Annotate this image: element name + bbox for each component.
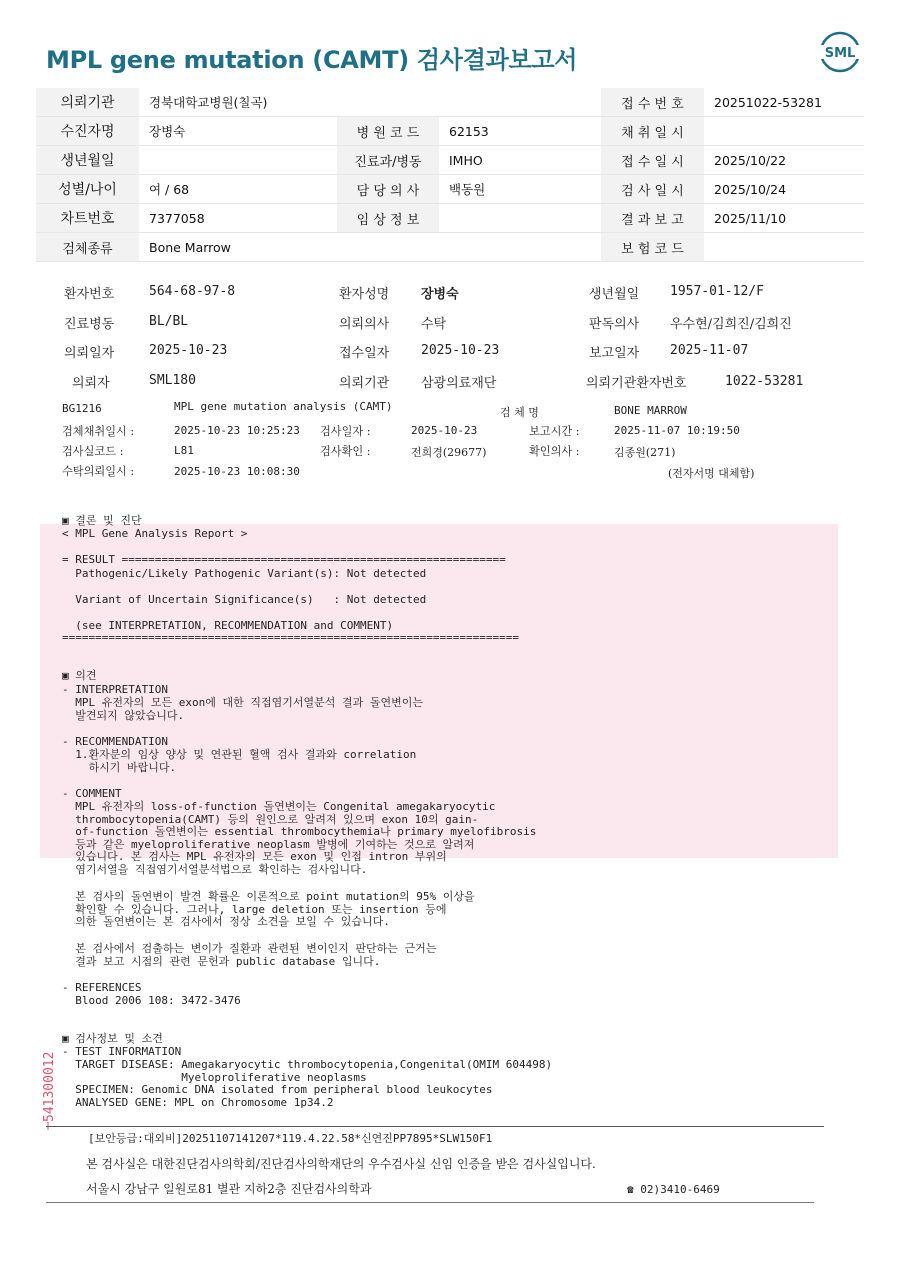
page-title: MPL gene mutation (CAMT) 검사결과보고서	[46, 46, 578, 74]
patient-label: 수진자명	[36, 117, 139, 146]
sex-age-label: 성별/나이	[36, 175, 139, 204]
scan-req-doctor-label: 의뢰의사	[339, 317, 390, 332]
scan-labcode: L81	[174, 444, 194, 457]
scan-testday: 2025-10-23	[411, 424, 478, 437]
side-number-text: 541300012	[42, 1051, 57, 1122]
scan-req-doctor: 수탁	[421, 317, 447, 332]
collection-date-value	[704, 117, 864, 146]
report-subtitle: < MPL Gene Analysis Report >	[62, 527, 248, 540]
scan-confirm-label: 검사확인 :	[320, 445, 371, 458]
scan-confirmdoc-label: 확인의사 :	[529, 445, 580, 458]
receipt-no-label: 접 수 번 호	[601, 88, 704, 117]
header-info-table	[36, 88, 864, 262]
scan-dob-label: 생년월일	[589, 287, 640, 302]
report-date-value: 2025/11/10	[704, 204, 864, 233]
references-body: Blood 2006 108: 3472-3476	[62, 994, 241, 1007]
scan-ward: BL/BL	[149, 314, 189, 329]
scan-rec-date-label: 접수일자	[339, 346, 390, 361]
doctor-value: 백동원	[439, 175, 601, 204]
scan-collect-label: 검체채취일시 :	[62, 425, 135, 438]
pathogenic-result: Pathogenic/Likely Pathogenic Variant(s): Not detected	[62, 567, 427, 580]
scan-test-name: MPL gene mutation analysis (CAMT)	[174, 400, 393, 413]
dept-label: 진료과/병동	[337, 146, 439, 175]
scan-org-patient-no-label: 의뢰기관환자번호	[586, 376, 687, 391]
scan-reporttime-label: 보고시간 :	[529, 425, 580, 438]
scan-req-org: 삼광의료재단	[421, 376, 497, 391]
scan-requester-label: 의뢰자	[72, 376, 110, 391]
see-note: (see INTERPRETATION, RECOMMENDATION and COMMENT)	[62, 619, 394, 632]
scan-specimen: BONE MARROW	[614, 404, 687, 417]
testinfo-heading: ▣ 검사정보 및 소견	[62, 1032, 163, 1045]
footer-line-bottom	[46, 1202, 814, 1203]
scan-confirmdoc: 김종원(271)	[614, 446, 676, 459]
footer-phone: ☎ 02)3410-6469	[627, 1183, 720, 1196]
scan-patient-name: 장병숙	[421, 287, 459, 302]
scan-reading-doctor-label: 판독의사	[589, 317, 640, 332]
scan-consign-label: 수탁의뢰일시 :	[62, 465, 135, 478]
testinfo-head: - TEST INFORMATION	[62, 1045, 182, 1058]
comment-body: MPL 유전자의 loss-of-function 돌연변이는 Congenital amegakaryocytic thrombocytopenia(CAMT) 등의 원인으로 알려져 있으며 exon 10의 gain- of-function 돌연변이는 essential thrombocythemia나 primary myelofibrosis 등과 같은 myeloproliferative neoplasm 발병에 기여하는 것으로 알려져 있습니다. 본 검사는 MPL 유전자의 모든 exon 및 인접 intron 부위의 염기서열을 직접염기서열분석법으로 확인하는 검사입니다.	[75, 800, 537, 876]
clinical-label: 임 상 정 보	[337, 204, 439, 233]
hospital-code-label: 병 원 코 드	[337, 117, 439, 146]
references-head: - REFERENCES	[62, 981, 142, 994]
scan-ward-label: 진료병동	[64, 317, 115, 332]
chart-label: 차트번호	[36, 204, 139, 233]
vus-result: Variant of Uncertain Significance(s) : Not detected	[62, 593, 427, 606]
opinion-heading: ▣ 의견	[62, 669, 97, 682]
sml-logo-text: SML	[824, 46, 856, 61]
specimen-label: 검체종류	[36, 233, 139, 262]
clinical-value	[439, 204, 601, 233]
received-date-value: 2025/10/22	[704, 146, 864, 175]
scan-consign: 2025-10-23 10:08:30	[174, 465, 300, 478]
received-date-label: 접 수 일 시	[601, 146, 704, 175]
scan-rec-date: 2025-10-23	[421, 343, 500, 358]
requesting-org-value: 경북대학교병원(칠곡)	[139, 88, 601, 117]
scan-esign: (전자서명 대체함)	[668, 467, 755, 480]
test-date-value: 2025/10/24	[704, 175, 864, 204]
scan-confirm: 전희경(29677)	[411, 446, 487, 459]
scan-collect: 2025-10-23 10:25:23	[174, 424, 300, 437]
interpretation-body: MPL 유전자의 모든 exon에 대한 직접염기서열분석 결과 돌연변이는 발견되지 않았습니다.	[75, 696, 423, 722]
chart-value: 7377058	[139, 204, 337, 233]
footer-line-top	[46, 1126, 824, 1127]
side-number	[38, 1010, 58, 1130]
sex-age-value: 여 / 68	[139, 175, 337, 204]
scan-req-date: 2025-10-23	[149, 343, 228, 358]
comment-body-3: 본 검사에서 검출하는 변이가 질환과 관련된 변이인지 판단하는 근거는 결과 보고 시점의 관련 문헌과 public database 입니다.	[75, 942, 437, 968]
scan-report-date-label: 보고일자	[589, 346, 640, 361]
collection-date-label: 채 취 일 시	[601, 117, 704, 146]
comment-body-2: 본 검사의 돌연변이 발견 확률은 이론적으로 point mutation의 95% 이상을 확인할 수 있습니다. 그러나, large deletion 또는 insertion 등에 의한 돌연변이는 본 검사에서 정상 소견을 보일 수 있습니다.	[75, 890, 475, 929]
dept-value: IMHO	[439, 146, 601, 175]
receipt-no-value: 20251022-53281	[704, 88, 864, 117]
result-line: = RESULT ==========================================================	[62, 553, 506, 566]
scan-req-date-label: 의뢰일자	[64, 346, 115, 361]
scan-specimen-label: 검 체 명	[500, 406, 539, 419]
insurance-label: 보 험 코 드	[601, 233, 704, 262]
recommendation-head: - RECOMMENDATION	[62, 735, 168, 748]
conclusion-heading: ▣ 결론 및 진단	[62, 514, 142, 527]
insurance-value	[704, 233, 864, 262]
scan-requester: SML180	[149, 373, 196, 388]
hospital-code-value: 62153	[439, 117, 601, 146]
report-date-label: 결 과 보 고	[601, 204, 704, 233]
scan-dob: 1957-01-12/F	[670, 284, 764, 299]
equals-line: =====================================================================	[62, 631, 519, 644]
doctor-label: 담 당 의 사	[337, 175, 439, 204]
scan-test-code: BG1216	[62, 402, 102, 415]
patient-value: 장병숙	[139, 117, 337, 146]
scan-labcode-label: 검사실코드 :	[62, 445, 124, 458]
scan-req-org-label: 의뢰기관	[339, 376, 390, 391]
footer-security: [보안등급:대외비]20251107141207*119.4.22.58*신연진PP7895*SLW150F1	[88, 1132, 493, 1145]
dob-label: 생년월일	[36, 146, 139, 175]
dob-value	[139, 146, 337, 175]
scan-patient-no: 564-68-97-8	[149, 284, 236, 299]
scan-testday-label: 검사일자 :	[320, 425, 371, 438]
comment-head: - COMMENT	[62, 787, 122, 800]
recommendation-body: 1.환자분의 임상 양상 및 연관된 혈액 검사 결과와 correlation 하시기 바랍니다.	[75, 748, 417, 774]
interpretation-head: - INTERPRETATION	[62, 683, 168, 696]
scan-org-patient-no: 1022-53281	[725, 374, 804, 389]
requesting-org-label: 의뢰기관	[36, 88, 139, 117]
sml-logo	[818, 30, 862, 74]
scan-patient-no-label: 환자번호	[64, 287, 115, 302]
footer-address: 서울시 강남구 일원로81 별관 지하2층 진단검사의학과	[86, 1182, 372, 1196]
scan-report-date: 2025-11-07	[670, 343, 749, 358]
scan-reporttime: 2025-11-07 10:19:50	[614, 424, 740, 437]
testinfo-body: TARGET DISEASE: Amegakaryocytic thrombocytopenia,Congenital(OMIM 604498) Myeloproliferative neoplasms SPECIMEN: Genomic DNA isolated from peripheral blood leukocytes ANALYSED GENE: MPL on Chromosome 1p34.2	[75, 1058, 553, 1109]
scan-patient-name-label: 환자성명	[339, 287, 390, 302]
footer-cert: 본 검사실은 대한진단검사의학회/진단검사의학재단의 우수검사실 신임 인증을 받은 검사실입니다.	[86, 1157, 596, 1171]
test-date-label: 검 사 일 시	[601, 175, 704, 204]
specimen-value: Bone Marrow	[139, 233, 601, 262]
scan-reading-doctor: 우수현/김희진/김희진	[670, 317, 792, 332]
